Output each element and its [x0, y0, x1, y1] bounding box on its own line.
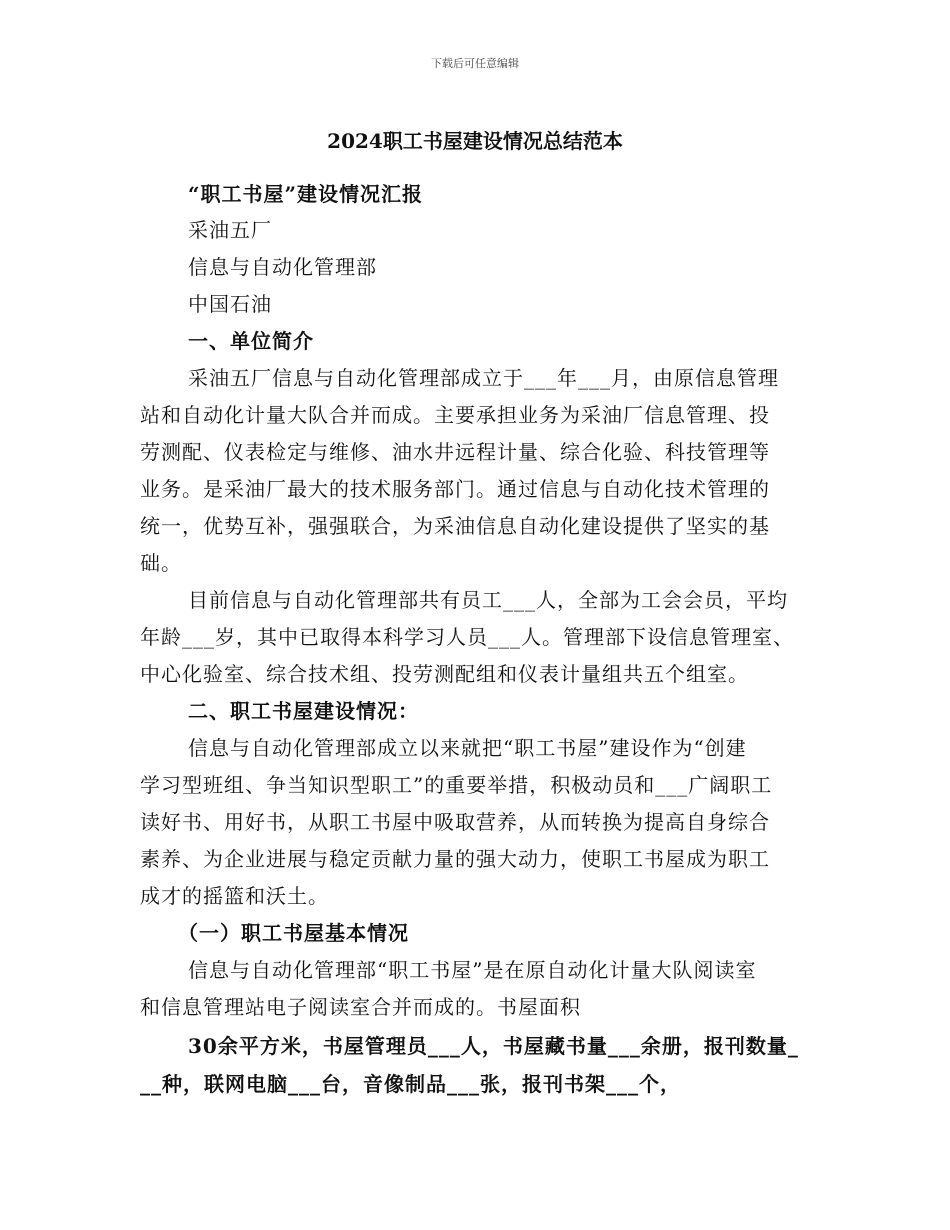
paragraph-line: 年龄___岁，其中已取得本科学习人员___人。管理部下设信息管理室、 [140, 625, 794, 649]
paragraph-line: 站和自动化计量大队合并而成。主要承担业务为采油厂信息管理、投 [140, 403, 770, 427]
unit-line: 采油五厂 [188, 218, 272, 242]
paragraph-line: 统一，优势互补，强强联合，为采油信息自动化建设提供了坚实的基 [140, 514, 770, 538]
paragraph-line: 信息与自动化管理部成立以来就把“职工书屋”建设作为“创建 [188, 736, 747, 760]
header-note: 下载后可任意编辑 [431, 57, 519, 70]
paragraph-line: 中心化验室、综合技术组、投劳测配组和仪表计量组共五个组室。 [140, 662, 749, 686]
paragraph-line: 信息与自动化管理部“职工书屋”是在原自动化计量大队阅读室 [188, 958, 757, 982]
report-heading: “职工书屋”建设情况汇报 [188, 182, 424, 206]
paragraph-line: 础。 [140, 551, 182, 575]
paragraph-line: 劳测配、仪表检定与维修、油水井远程计量、综合化验、科技管理等 [140, 440, 770, 464]
paragraph-line: 学习型班组、争当知识型职工”的重要举措，积极动员和___广阔职工 [140, 773, 773, 797]
paragraph-line: 成才的摇篮和沃土。 [140, 884, 329, 908]
paragraph-line: 采油五厂信息与自动化管理部成立于___年___月，由原信息管理 [188, 366, 779, 390]
paragraph-line: 素养、为企业进展与稳定贡献力量的强大动力，使职工书屋成为职工 [140, 847, 770, 871]
unit-line: 信息与自动化管理部 [188, 255, 377, 279]
paragraph-line-bold: __种，联网电脑___台，音像制品___张，报刊书架___个， [140, 1072, 681, 1096]
section-heading: 一、单位简介 [188, 329, 314, 353]
subsection-heading: （一）职工书屋基本情况 [178, 921, 409, 945]
paragraph-line: 业务。是采油厂最大的技术服务部门。通过信息与自动化技术管理的 [140, 477, 770, 501]
page-title: 2024职工书屋建设情况总结范本 [327, 129, 623, 153]
section-heading: 二、职工书屋建设情况： [188, 699, 419, 723]
unit-line: 中国石油 [188, 292, 272, 316]
paragraph-line: 读好书、用好书，从职工书屋中吸取营养，从而转换为提高自身综合 [140, 810, 770, 834]
paragraph-line: 和信息管理站电子阅读室合并而成的。书屋面积 [140, 995, 581, 1019]
paragraph-line: 目前信息与自动化管理部共有员工___人，全部为工会会员，平均 [188, 588, 788, 612]
paragraph-line-bold: 30余平方米，书屋管理员___人，书屋藏书量___余册，报刊数量_ [188, 1034, 799, 1058]
